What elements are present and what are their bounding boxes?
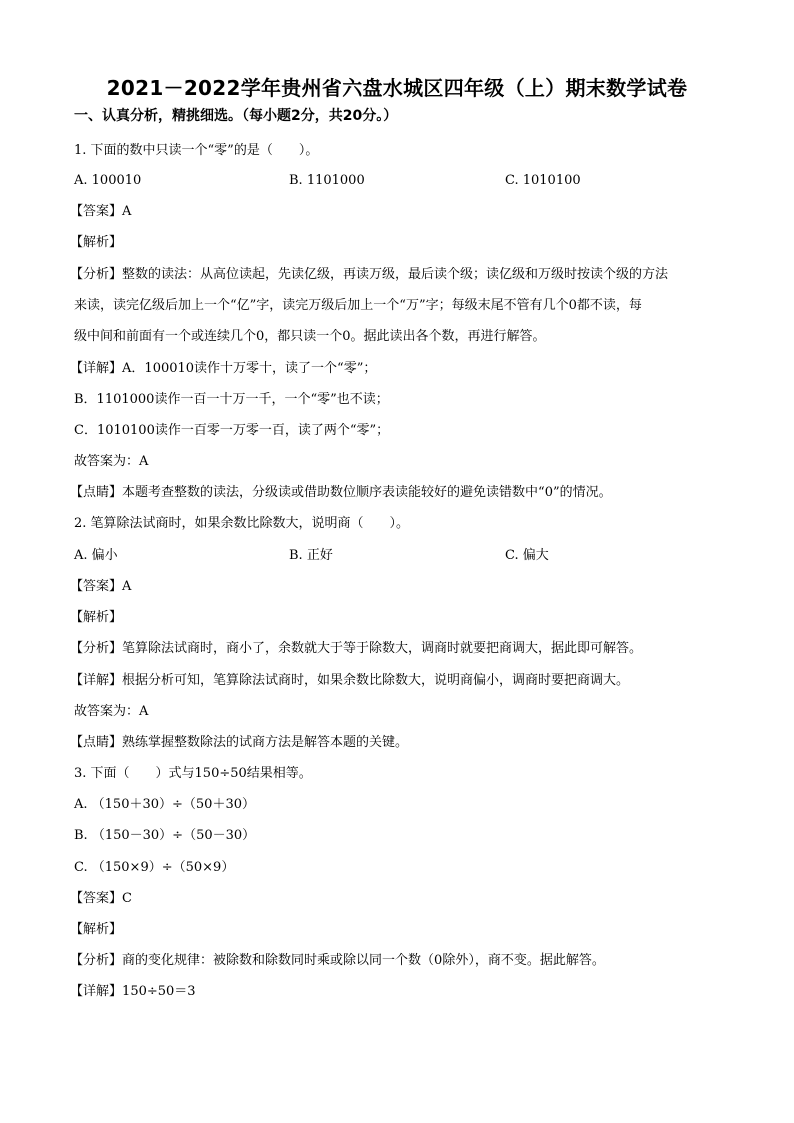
analysis-tag: 【 解析 】: [70, 235, 122, 250]
q1-note-line: [74, 484, 612, 502]
question-1-stem: 1. 下面的数中只读一个“零”的是（ ）。: [74, 143, 319, 158]
q1-fenxi-text-1: 整数的读法：从高位读起，先读亿级，再读万级，最后读个级；读亿级和万级时按读个级的方法: [122, 267, 669, 282]
detail-tag: 【 详解 】: [70, 361, 122, 376]
q2-answer-line: [74, 578, 131, 596]
q2-analysis-line: [74, 609, 122, 627]
q2-answer: A: [122, 579, 132, 594]
q1-detail-line-2: B．1101000读作一百一十万一千，一个“零”也不读；: [74, 392, 389, 407]
q3-detail-text: 150÷50＝3: [122, 984, 196, 999]
q3-fenxi-text: 商的变化规律：被除数和除数同时乘或除以同一个数（0除外），商不变。据此解答。: [122, 953, 605, 968]
q2-detail-text: 根据分析可知，笔算除法试商时，如果余数比除数大，说明商偏小，调商时要把商调大。: [122, 673, 630, 688]
q3-answer: C: [122, 891, 132, 906]
q1-fenxi-line-1: [74, 266, 668, 284]
q1-detail-line-3: C．1010100读作一百零一万零一百，读了两个“零”；: [74, 423, 390, 438]
q1-answer-line: [74, 203, 131, 221]
q1-option-a: A. 100010: [74, 173, 142, 188]
analysis-tag: 【 解析 】: [70, 922, 122, 937]
detail-tag: 【 详解 】: [70, 673, 122, 688]
answer-tag: 【 答案 】: [70, 579, 122, 594]
q1-fenxi-line-3: 级中间和前面有一个或连续几个0，都只读一个0。据此读出各个数，再进行解答。: [74, 329, 546, 344]
question-2-stem: 2. 笔算除法试商时，如果余数比除数大，说明商（ ）。: [74, 516, 410, 531]
q3-option-a: A. （150＋30）÷（50＋30）: [74, 797, 255, 812]
q1-analysis-line: [74, 234, 122, 252]
q1-option-b: B. 1101000: [289, 173, 365, 188]
q2-note-text: 熟练掌握整数除法的试商方法是解答本题的关键。: [122, 735, 409, 750]
q1-option-c: C. 1010100: [505, 173, 581, 188]
q2-detail-line: [74, 672, 629, 690]
q3-analysis-line: [74, 921, 122, 939]
note-tag: 【 点睛 】: [70, 485, 122, 500]
section-heading: 一、认真分析，精挑细选。（每小题2分，共20分。）: [74, 108, 398, 124]
q3-option-c: C. （150×9）÷（50×9）: [74, 860, 235, 875]
q3-answer-line: [74, 890, 132, 908]
q1-note-text: 本题考查整数的读法，分级读或借助数位顺序表读能较好的避免读错数中“0”的情况。: [122, 485, 612, 500]
q1-answer: A: [122, 204, 132, 219]
q3-fenxi-line: [74, 952, 605, 970]
q3-detail-line: [74, 983, 196, 1001]
answer-tag: 【 答案 】: [70, 891, 122, 906]
detail-tag: 【 详解 】: [70, 984, 122, 999]
answer-tag: 【 答案 】: [70, 204, 122, 219]
q2-option-b: B. 正好: [289, 548, 333, 563]
q2-option-a: A. 偏小: [74, 548, 118, 563]
q3-option-b: B. （150－30）÷（50－30）: [74, 828, 256, 843]
q2-option-c: C. 偏大: [505, 548, 549, 563]
analysis-tag: 【 解析 】: [70, 610, 122, 625]
q1-detail-line-1: [74, 360, 376, 378]
fenxi-tag: 【 分析 】: [70, 267, 122, 282]
fenxi-tag: 【 分析 】: [70, 641, 122, 656]
page-title: 2021－2022学年贵州省六盘水城区四年级（上）期末数学试卷: [106, 76, 688, 100]
q2-note-line: [74, 734, 408, 752]
q1-fenxi-line-2: 来读，读完亿级后加上一个“亿”字，读完万级后加上一个“万”字；每级末尾不管有几个0都不读，每: [74, 298, 642, 313]
question-3-stem: 3. 下面（ ）式与150÷50结果相等。: [74, 766, 312, 781]
q1-detail-text-1: A．100010读作十万零十，读了一个“零”；: [122, 361, 377, 376]
q2-fenxi-text: 笔算除法试商时，商小了，余数就大于等于除数大，调商时就要把商调大，据此即可解答。: [122, 641, 643, 656]
q1-conclusion: 故答案为：A: [74, 454, 149, 469]
note-tag: 【 点睛 】: [70, 735, 122, 750]
q2-fenxi-line: [74, 640, 642, 658]
fenxi-tag: 【 分析 】: [70, 953, 122, 968]
q2-conclusion: 故答案为：A: [74, 704, 149, 719]
